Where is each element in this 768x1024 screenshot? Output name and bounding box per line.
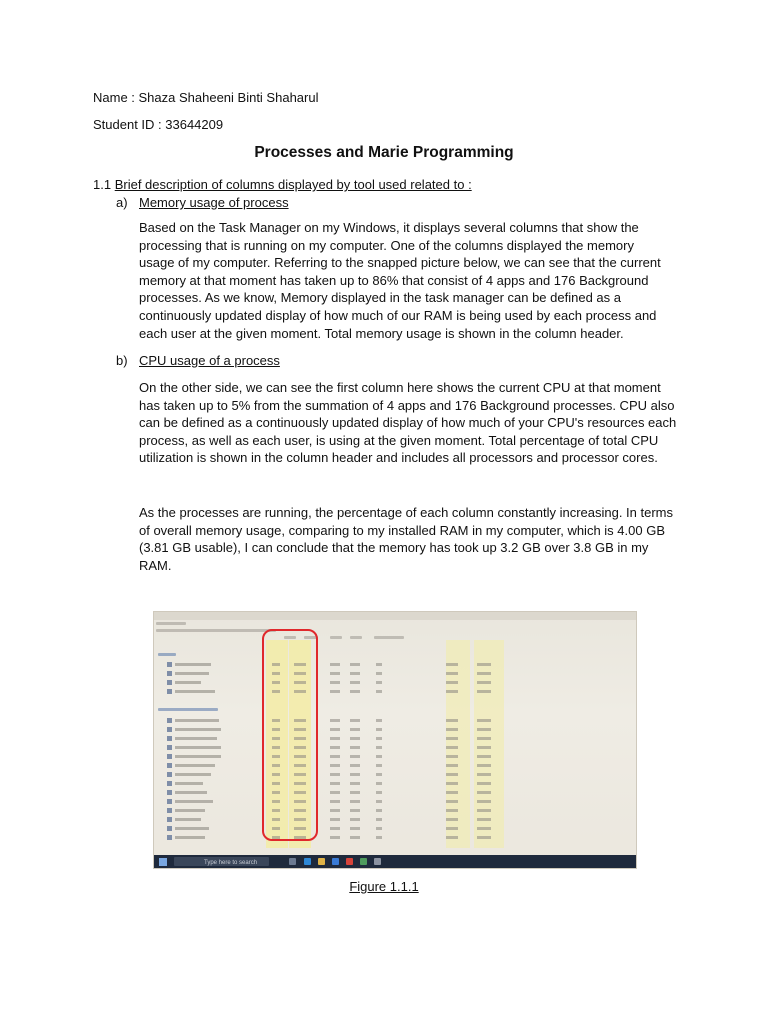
student-id: Student ID : 33644209 — [93, 117, 224, 132]
process-cell — [446, 773, 458, 776]
process-cell — [477, 746, 491, 749]
process-cell — [446, 782, 458, 785]
process-cell — [376, 719, 382, 722]
process-row — [154, 716, 636, 725]
process-icon — [167, 790, 172, 795]
process-cell — [376, 672, 382, 675]
process-cell — [330, 818, 340, 821]
process-cell — [376, 818, 382, 821]
process-cell — [477, 681, 491, 684]
paragraph-line: Based on the Task Manager on my Windows, it displays several columns that show the — [139, 220, 639, 235]
process-cell — [477, 728, 491, 731]
process-cell — [330, 773, 340, 776]
process-cell — [477, 809, 491, 812]
process-icon — [167, 680, 172, 685]
process-name — [175, 672, 209, 675]
process-cell — [446, 800, 458, 803]
paragraph-line: (3.81 GB usable), I can conclude that the memory has took up 3.2 GB over 3.8 GB in my — [139, 540, 649, 556]
paragraph-line: utilization is shown in the column header and includes all processors and processor cores. — [139, 450, 658, 466]
process-cell — [330, 681, 340, 684]
process-cell — [376, 773, 382, 776]
process-cell — [446, 737, 458, 740]
paragraph-line: RAM. — [139, 557, 172, 573]
process-row — [154, 734, 636, 743]
process-cell — [477, 719, 491, 722]
process-name — [175, 809, 205, 812]
process-cell — [446, 690, 458, 693]
task-view-icon[interactable] — [289, 858, 296, 865]
process-cell — [446, 827, 458, 830]
highlight-circle — [262, 629, 318, 841]
process-cell — [477, 800, 491, 803]
process-name — [175, 764, 215, 767]
process-cell — [350, 773, 360, 776]
process-cell — [477, 818, 491, 821]
section-heading — [93, 176, 472, 194]
process-cell — [446, 719, 458, 722]
process-name — [175, 755, 221, 758]
process-cell — [330, 672, 340, 675]
process-cell — [376, 681, 382, 684]
process-cell — [350, 755, 360, 758]
process-icon — [167, 826, 172, 831]
process-cell — [330, 782, 340, 785]
process-cell — [350, 800, 360, 803]
process-cell — [446, 663, 458, 666]
process-row — [154, 687, 636, 696]
process-cell — [376, 809, 382, 812]
windows-taskbar — [154, 855, 636, 868]
process-cell — [376, 737, 382, 740]
process-cell — [376, 728, 382, 731]
process-cell — [477, 663, 491, 666]
process-cell — [446, 672, 458, 675]
paragraph-line: memory at that moment has taken up to 86% that consist of 4 apps and 176 Background — [139, 272, 649, 288]
section-number: 1.1 — [93, 177, 112, 192]
process-cell — [350, 836, 360, 839]
process-cell — [350, 782, 360, 785]
process-cell — [330, 836, 340, 839]
process-cell — [376, 782, 382, 785]
process-row — [154, 743, 636, 752]
process-cell — [446, 728, 458, 731]
edge-icon[interactable] — [304, 858, 311, 865]
subsection-b-title: CPU usage of a process — [139, 353, 280, 368]
process-cell — [330, 827, 340, 830]
process-row — [154, 725, 636, 734]
subsection-b-heading — [116, 352, 280, 370]
conclusion-paragraph — [139, 504, 679, 574]
process-row — [154, 660, 636, 669]
apps-group-label — [158, 653, 176, 656]
process-cell — [477, 773, 491, 776]
process-row — [154, 678, 636, 687]
process-cell — [446, 818, 458, 821]
process-cell — [446, 809, 458, 812]
process-row — [154, 815, 636, 824]
windows-start-icon[interactable] — [159, 858, 167, 866]
process-cell — [330, 800, 340, 803]
paragraph-line: process, as well as each user, is using at the given moment. Total percentage of total CPU — [139, 432, 659, 448]
cpu-paragraph — [139, 379, 679, 467]
paragraph-line: processing that is running on my computer. One of the columns displayed the memory — [139, 237, 634, 253]
section-title: Brief description of columns displayed by tool used related to : — [114, 177, 472, 192]
process-row — [154, 806, 636, 815]
process-cell — [376, 690, 382, 693]
process-cell — [350, 672, 360, 675]
process-cell — [446, 755, 458, 758]
process-cell — [350, 809, 360, 812]
process-cell — [350, 746, 360, 749]
taskbar-search-text: Type here to search — [204, 860, 258, 866]
memory-paragraph — [139, 219, 679, 342]
process-icon — [167, 745, 172, 750]
process-cell — [477, 791, 491, 794]
process-icon — [167, 671, 172, 676]
process-cell — [350, 827, 360, 830]
process-name — [175, 719, 219, 722]
window-titlebar — [154, 612, 636, 620]
process-row — [154, 770, 636, 779]
process-cell — [477, 764, 491, 767]
process-name — [175, 690, 215, 693]
process-cell — [350, 681, 360, 684]
process-cell — [330, 791, 340, 794]
process-cell — [350, 719, 360, 722]
process-cell — [330, 719, 340, 722]
student-name: Name : Shaza Shaheeni Binti Shaharul — [93, 90, 319, 105]
paragraph-line: has taken up to 5% from the summation of 4 apps and 176 Background processes. CPU also — [139, 397, 675, 413]
chrome-icon[interactable] — [346, 858, 353, 865]
app-icon[interactable] — [360, 858, 367, 865]
process-cell — [330, 755, 340, 758]
subsection-a-letter: a) — [116, 195, 128, 210]
file-explorer-icon[interactable] — [318, 858, 325, 865]
process-name — [175, 827, 209, 830]
process-cell — [350, 737, 360, 740]
process-cell — [330, 737, 340, 740]
paragraph-line: processes. As we know, Memory displayed in the task manager can be defined as a — [139, 290, 621, 306]
process-icon — [167, 835, 172, 840]
process-row — [154, 797, 636, 806]
paragraph-line: continuously updated display of how much of our RAM is being used by each process and — [139, 307, 657, 323]
process-icon — [167, 781, 172, 786]
menu-bar — [156, 622, 186, 625]
paragraph-line: On the other side, we can see the first column here shows the current CPU at that moment — [139, 380, 661, 395]
process-name — [175, 800, 213, 803]
process-icon — [167, 817, 172, 822]
process-cell — [477, 782, 491, 785]
process-icon — [167, 799, 172, 804]
process-cell — [477, 827, 491, 830]
process-cell — [330, 663, 340, 666]
document-title: Processes and Marie Programming — [254, 144, 514, 161]
process-cell — [477, 737, 491, 740]
process-icon — [167, 763, 172, 768]
process-name — [175, 746, 221, 749]
process-cell — [446, 836, 458, 839]
paragraph-line: As the processes are running, the percentage of each column constantly increasing. In terms — [139, 505, 674, 520]
process-name — [175, 818, 201, 821]
process-cell — [330, 764, 340, 767]
process-icon — [167, 689, 172, 694]
process-cell — [477, 672, 491, 675]
subsection-a-heading — [116, 194, 289, 212]
process-row — [154, 824, 636, 833]
task-manager-taskbar-icon[interactable] — [374, 858, 381, 865]
process-name — [175, 836, 205, 839]
taskbar-search-box[interactable] — [174, 857, 269, 866]
process-icon — [167, 736, 172, 741]
process-cell — [330, 728, 340, 731]
process-cell — [477, 690, 491, 693]
process-cell — [477, 836, 491, 839]
process-cell — [350, 818, 360, 821]
process-icon — [167, 754, 172, 759]
subsection-b-letter: b) — [116, 353, 128, 368]
process-cell — [477, 755, 491, 758]
subsection-a-title: Memory usage of process — [139, 195, 289, 210]
process-cell — [376, 800, 382, 803]
process-icon — [167, 772, 172, 777]
process-icon — [167, 727, 172, 732]
process-cell — [376, 764, 382, 767]
process-cell — [376, 663, 382, 666]
process-icon — [167, 718, 172, 723]
process-row — [154, 779, 636, 788]
process-row — [154, 833, 636, 842]
process-cell — [376, 755, 382, 758]
process-cell — [376, 836, 382, 839]
process-cell — [376, 827, 382, 830]
background-processes-label — [158, 708, 218, 711]
process-cell — [330, 746, 340, 749]
process-row — [154, 761, 636, 770]
process-cell — [446, 681, 458, 684]
process-name — [175, 728, 221, 731]
paragraph-line: can be defined as a continuously updated display of how much of your CPU's resources each — [139, 415, 677, 431]
process-cell — [376, 791, 382, 794]
paragraph-line: usage of my computer. Referring to the snapped picture below, we can see that the current — [139, 255, 661, 271]
process-cell — [350, 764, 360, 767]
paragraph-line: of overall memory usage, comparing to my installed RAM in my computer, which is 4.00 GB — [139, 522, 665, 538]
process-name — [175, 737, 217, 740]
process-row — [154, 752, 636, 761]
process-cell — [350, 690, 360, 693]
process-icon — [167, 662, 172, 667]
process-cell — [446, 746, 458, 749]
store-icon[interactable] — [332, 858, 339, 865]
process-cell — [446, 791, 458, 794]
figure-caption: Figure 1.1.1 — [349, 879, 419, 894]
gpu-header — [374, 636, 404, 639]
process-icon — [167, 808, 172, 813]
process-cell — [350, 728, 360, 731]
process-cell — [376, 746, 382, 749]
process-name — [175, 791, 207, 794]
process-row — [154, 788, 636, 797]
paragraph-line: each user at the given moment. Total memory usage is shown in the column header. — [139, 325, 624, 341]
process-name — [175, 782, 203, 785]
process-row — [154, 669, 636, 678]
process-cell — [350, 663, 360, 666]
tab-strip — [156, 629, 276, 632]
process-cell — [446, 764, 458, 767]
process-cell — [350, 791, 360, 794]
process-name — [175, 773, 211, 776]
disk-header — [330, 636, 342, 639]
process-cell — [330, 809, 340, 812]
process-name — [175, 663, 211, 666]
network-header — [350, 636, 362, 639]
task-manager-photo — [153, 611, 637, 869]
process-name — [175, 681, 201, 684]
process-cell — [330, 690, 340, 693]
